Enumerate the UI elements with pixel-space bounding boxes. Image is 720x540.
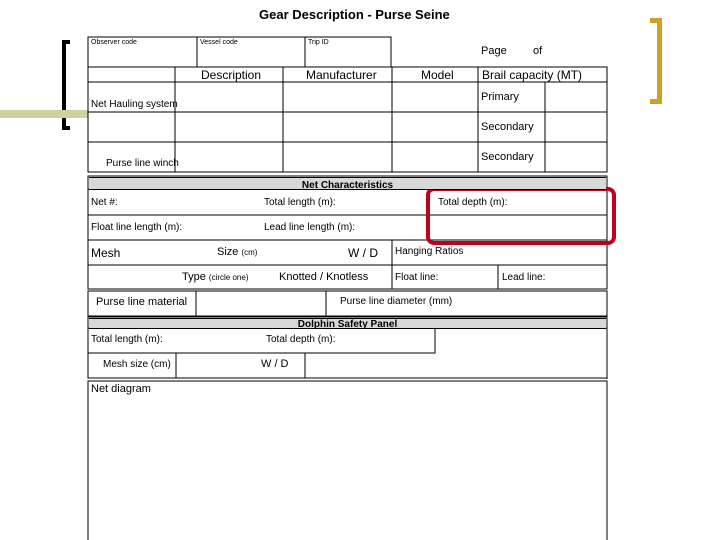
dolphin-mesh-size-label: Mesh size (cm) — [103, 359, 171, 370]
vessel-code-field[interactable]: Vessel code — [200, 39, 238, 46]
dolphin-w-d: W / D — [261, 358, 289, 370]
col-model: Model — [421, 68, 454, 82]
hanging-ratios-label: Hanging Ratios — [395, 246, 464, 257]
brail-secondary-1: Secondary — [481, 121, 534, 133]
trip-id-field[interactable]: Trip ID — [308, 39, 329, 46]
total-depth-field[interactable]: Total depth (m): — [438, 197, 508, 208]
mesh-size-label — [217, 247, 257, 258]
type-note: (circle one) — [208, 273, 249, 282]
of-label: of — [533, 45, 543, 57]
dolphin-total-length-field[interactable]: Total length (m): — [91, 334, 163, 345]
net-characteristics-header — [89, 177, 606, 190]
dolphin-panel-header — [89, 318, 606, 329]
observer-code-field[interactable]: Observer code — [91, 39, 137, 46]
net-diagram-area[interactable] — [89, 396, 606, 540]
type-text: Type — [182, 271, 206, 283]
knotted-option[interactable]: Knotted / Knotless — [279, 271, 369, 283]
net-characteristics-heading: Net Characteristics — [301, 180, 394, 191]
form-title: Gear Description - Purse Seine — [259, 7, 450, 22]
float-line-length-field[interactable]: Float line length (m): — [91, 222, 183, 233]
row-net-hauling-system: Net Hauling system — [91, 99, 178, 110]
lead-line-length-field[interactable]: Lead line length (m): — [264, 222, 356, 233]
size-text: Size — [217, 246, 239, 258]
mesh-label: Mesh — [91, 246, 121, 260]
brail-primary: Primary — [481, 91, 519, 103]
col-description: Description — [201, 68, 262, 82]
lead-line-ratio-field[interactable]: Lead line: — [502, 272, 546, 283]
row-purse-line-winch: Purse line winch — [106, 158, 179, 169]
brail-secondary-2: Secondary — [481, 151, 534, 163]
net-diagram-label: Net diagram — [91, 383, 151, 395]
page-label: Page — [481, 45, 507, 57]
mesh-type-label — [182, 272, 249, 283]
size-unit: (cm) — [241, 248, 258, 257]
float-line-ratio-field[interactable]: Float line: — [395, 272, 439, 283]
col-brail-capacity: Brail capacity (MT) — [482, 68, 583, 82]
col-manufacturer: Manufacturer — [306, 68, 377, 82]
purse-line-diameter-field[interactable]: Purse line diameter (mm) — [340, 296, 453, 307]
mesh-w-d: W / D — [348, 246, 378, 260]
dolphin-total-depth-field[interactable]: Total depth (m): — [266, 334, 336, 345]
purse-line-material-field[interactable]: Purse line material — [96, 296, 188, 308]
net-number-field[interactable]: Net #: — [91, 197, 118, 208]
total-length-field[interactable]: Total length (m): — [264, 197, 336, 208]
dolphin-panel-heading: Dolphin Safety Panel — [297, 319, 398, 330]
